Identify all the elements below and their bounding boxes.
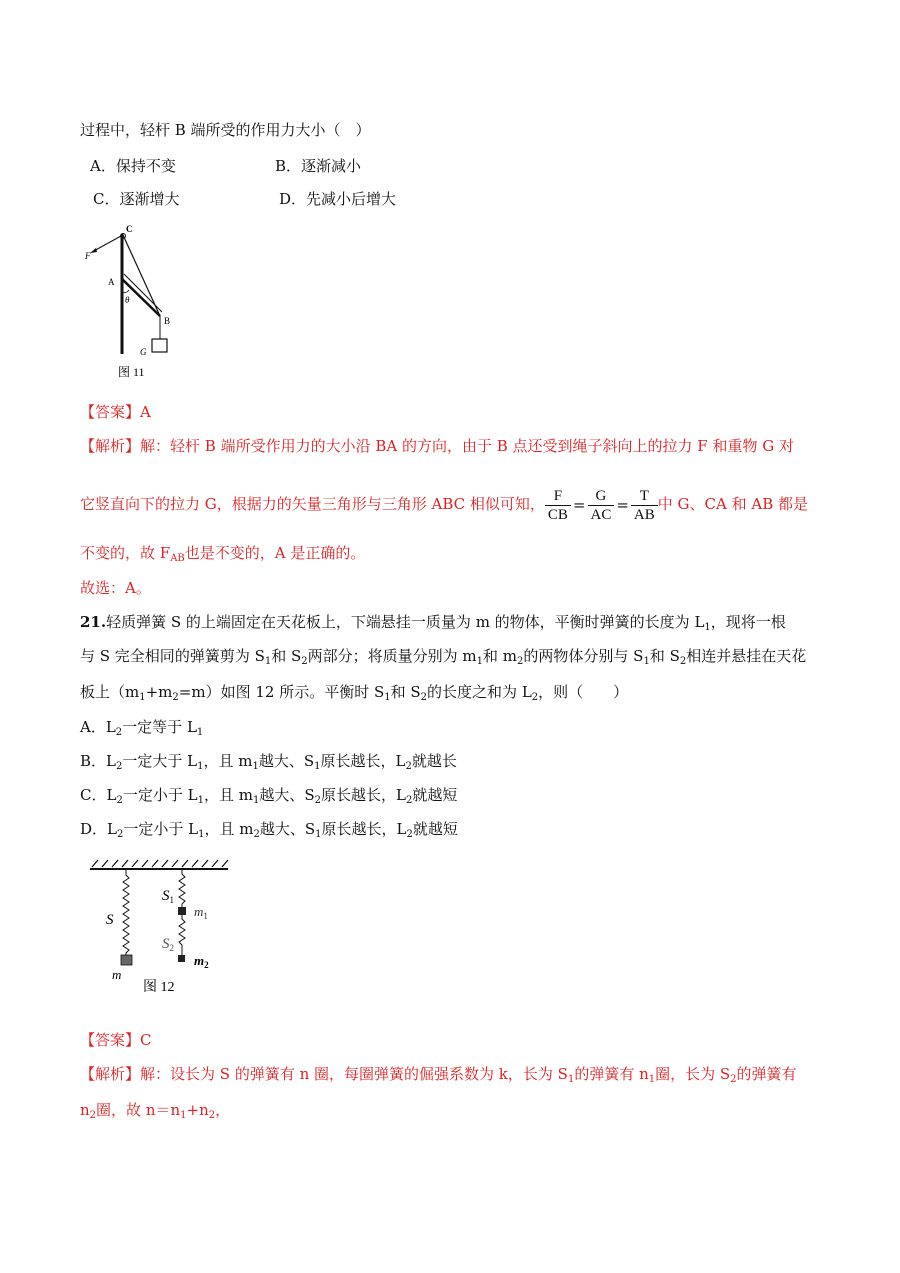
fig12-label-m2: $m_2$ — [194, 953, 209, 970]
q20-analysis-line3: 不变的，故 $F_{AB}$也是不变的，A 是正确的。 — [80, 544, 366, 564]
fig12-caption: 图 12 — [143, 980, 175, 995]
q20-analysis-line2: 它竖直向下的拉力 G，根据力的矢量三角形与三角形 ABC 相似可知， $\frac{F}{CB}$ = $\frac{G}{AC}$ = $\frac{T}{AB}$ 中 G、CA 和 AB 都是 — [80, 484, 808, 525]
q20-stem-tail: 过程中，轻杆 B 端所受的作用力大小（ ） — [80, 121, 371, 139]
q20-analysis-line1: 【解析】解：轻杆 B 端所受作用力的大小沿 BA 的方向，由于 B 点还受到绳子斜向上的拉力 F 和重物 G 对 — [80, 437, 794, 455]
q21-option-b: B．$L_2$一定大于 $L_1$，且 $m_1$越大、$S_1$原长越长，$L_2$就越长 — [80, 752, 457, 772]
fig12-label-s: S — [106, 912, 114, 928]
analysis-tag: 【解析】 — [80, 1065, 141, 1083]
fig11-label-c: C — [126, 224, 133, 234]
q20-option-b: B．逐渐减小 — [275, 157, 362, 175]
q21-stem-line1: 21.轻质弹簧 S 的上端固定在天花板上，下端悬挂一质量为 m 的物体，平衡时弹簧的长度为 $L_1$，现将一根 — [80, 613, 786, 633]
fig11-label-theta: θ — [125, 295, 130, 305]
fig11-label-a: A — [108, 277, 115, 287]
fraction-f-cb: $\frac{F}{CB}$ — [545, 487, 571, 524]
q21-analysis-line2: $n_2$圈，故 $n=n_1+n_2$， — [80, 1101, 231, 1121]
q20-conclusion: 故选：A。 — [80, 579, 151, 597]
q21-answer: 【答案】C — [80, 1031, 152, 1049]
fig11-label-b: B — [164, 316, 171, 326]
q20-answer: 【答案】A — [80, 403, 151, 421]
fig11-caption: 图 11 — [118, 365, 145, 379]
fig12-label-m: m — [112, 967, 122, 982]
q20-option-c: C．逐渐增大 — [93, 190, 180, 208]
fig11-label-g: G — [140, 347, 147, 357]
fraction-g-ac: $\frac{G}{AC}$ — [588, 487, 615, 524]
q21-stem-line3: 板上$(m_1+m_2=m)$如图 12 所示。平衡时 $S_1$和 $S_2$的长度之和为 $L_2$，则（ ） — [80, 683, 629, 703]
q21-option-c: C．$L_2$一定小于 $L_1$，且 $m_1$越大、$S_2$原长越长，$L_2$就越短 — [80, 786, 458, 806]
q21-stem-line2: 与 S 完全相同的弹簧剪为 $S_1$和 $S_2$两部分；将质量分别为 $m_1$和 $m_2$的两物体分别与 $S_1$和 $S_2$相连并悬挂在天花 — [80, 647, 807, 667]
q21-number: 21. — [80, 613, 107, 631]
figure-11 — [80, 222, 190, 382]
fig12-label-m1: $m_1$ — [194, 904, 208, 921]
q20-option-d: D．先减小后增大 — [279, 190, 397, 208]
analysis-tag: 【解析】 — [80, 437, 141, 455]
fig12-label-s1: $S_1$ — [162, 888, 174, 905]
q21-analysis-line1: 【解析】解：设长为 S 的弹簧有 n 圈，每圈弹簧的倔强系数为 k，长为 $S_1$的弹簧有 $n_1$圈，长为 $S_2$的弹簧有 — [80, 1065, 797, 1085]
q21-option-d: D．$L_2$一定小于 $L_1$，且 $m_2$越大、$S_1$原长越长，$L_2$就越短 — [80, 820, 458, 840]
fraction-t-ab: $\frac{T}{AB}$ — [631, 487, 658, 524]
figure-12 — [86, 855, 236, 1000]
q21-option-a: A．$L_2$一定等于 $L_1$ — [80, 718, 204, 738]
fig11-label-f: F — [85, 251, 91, 261]
q20-option-a: A．保持不变 — [90, 157, 176, 175]
equals-sign: = — [616, 496, 629, 514]
fig12-label-s2: $S_2$ — [162, 936, 174, 953]
equals-sign: = — [572, 496, 586, 514]
